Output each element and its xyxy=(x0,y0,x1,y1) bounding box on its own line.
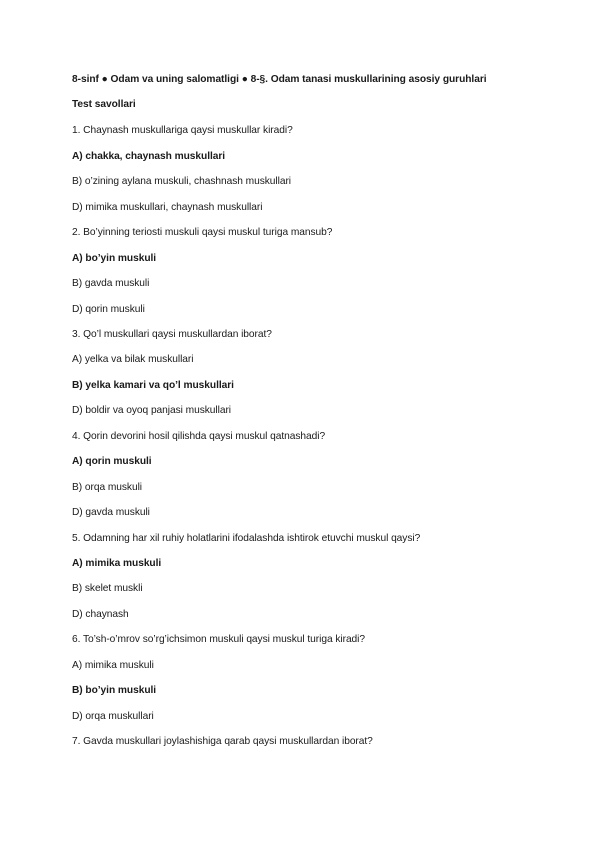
question-2-option-d: D) qorin muskuli xyxy=(72,304,145,315)
question-3-option-b: B) yelka kamari va qo’l muskullari xyxy=(72,380,234,391)
section-title: Test savollari xyxy=(72,99,136,110)
question-6: 6. To’sh-o’mrov so’rg’ichsimon muskuli qaysi muskul turiga kiradi? xyxy=(72,634,366,645)
question-7: 7. Gavda muskullari joylashishiga qarab qaysi muskullardan iborat? xyxy=(72,736,373,747)
question-4-option-d: D) gavda muskuli xyxy=(72,507,150,518)
question-1-option-d: D) mimika muskullari, chaynash muskullari xyxy=(72,202,263,213)
question-5: 5. Odamning har xil ruhiy holatlarini ifodalashda ishtirok etuvchi muskul qaysi? xyxy=(72,533,421,544)
document-header: 8-sinf ● Odam va uning salomatligi ● 8-§. Odam tanasi muskullarining asosiy guruhlari xyxy=(72,74,487,85)
question-4: 4. Qorin devorini hosil qilishda qaysi muskul qatnashadi? xyxy=(72,431,326,442)
question-4-option-b: B) orqa muskuli xyxy=(72,482,143,493)
question-6-option-d: D) orqa muskullari xyxy=(72,711,154,722)
question-1: 1. Chaynash muskullariga qaysi muskullar kiradi? xyxy=(72,125,293,136)
question-5-option-d: D) chaynash xyxy=(72,609,129,620)
question-5-option-b: B) skelet muskli xyxy=(72,583,143,594)
question-3-option-a: A) yelka va bilak muskullari xyxy=(72,354,194,365)
question-1-option-a: A) chakka, chaynash muskullari xyxy=(72,151,226,162)
question-2: 2. Bo’yinning teriosti muskuli qaysi muskul turiga mansub? xyxy=(72,227,333,238)
question-4-option-a: A) qorin muskuli xyxy=(72,456,152,467)
question-2-option-a: A) bo’yin muskuli xyxy=(72,253,157,264)
question-3-option-d: D) boldir va oyoq panjasi muskullari xyxy=(72,405,232,416)
question-6-option-a: A) mimika muskuli xyxy=(72,660,154,671)
question-1-option-b: B) o’zining aylana muskuli, chashnash muskullari xyxy=(72,176,291,187)
question-3: 3. Qo’l muskullari qaysi muskullardan iborat? xyxy=(72,329,272,340)
question-5-option-a: A) mimika muskuli xyxy=(72,558,162,569)
question-2-option-b: B) gavda muskuli xyxy=(72,278,150,289)
question-6-option-b: B) bo’yin muskuli xyxy=(72,685,157,696)
